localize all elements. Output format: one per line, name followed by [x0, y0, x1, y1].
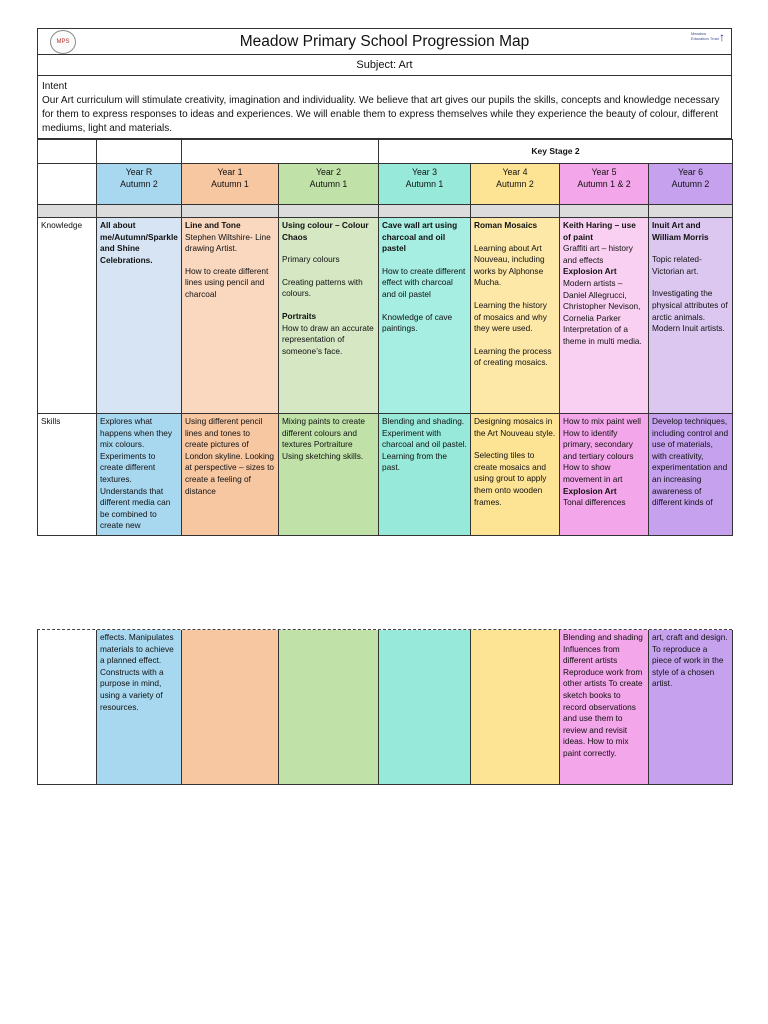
knowledge-text: Stephen Wiltshire- Line drawing Artist.: [185, 231, 271, 254]
skills-continuation-table: [37, 630, 733, 785]
knowledge-title: Cave wall art using charcoal and oil pastel: [382, 220, 458, 254]
skills-continuation-row: [38, 630, 733, 784]
skills-cont-year-1: [182, 630, 279, 784]
knowledge-year-6: [649, 218, 733, 414]
term-label: Autumn 2: [120, 179, 158, 189]
trust-logo: [691, 31, 725, 51]
skills-cont-year-6: [649, 630, 733, 784]
knowledge-subtitle: Portraits: [282, 310, 317, 321]
term-label: Autumn 1 & 2: [577, 179, 631, 189]
knowledge-text: Learning the history of mosaics and why they were used.: [474, 299, 547, 334]
skills-text: effects. Manipulates materials to achieve a planned effect. Constructs with a purpose in mind, using a variety of resources.: [100, 632, 174, 712]
skills-year-6: [649, 414, 733, 536]
year-label: Year 4: [502, 167, 528, 177]
skills-text: Blending and shading. Experiment with charcoal and oil pastel. Learning from the past.: [382, 416, 467, 473]
skills-year-3: [379, 414, 471, 536]
year-header-2: [279, 164, 379, 205]
intent-label: Intent: [42, 81, 68, 92]
term-label: Autumn 2: [496, 179, 534, 189]
year-label: Year R: [125, 167, 153, 177]
knowledge-text: Topic related- Victorian art.: [652, 254, 702, 276]
skills-continuation: [37, 629, 732, 785]
skills-row-label: Skills: [38, 414, 97, 536]
year-header-3: [379, 164, 471, 205]
knowledge-text: Learning the process of creating mosaics.: [474, 345, 552, 368]
knowledge-title: Inuit Art and William Morris: [652, 220, 709, 242]
skills-row: [38, 414, 733, 536]
title-cell: [38, 29, 732, 55]
year-header-6: [649, 164, 733, 205]
skills-year-1: [182, 414, 279, 536]
year-label: Year 6: [677, 167, 704, 177]
page-title: Meadow Primary School Progression Map: [239, 33, 530, 50]
knowledge-year-3: [379, 218, 471, 414]
progression-table: [37, 139, 733, 536]
year-label: Year 2: [315, 167, 342, 177]
intent-section: [38, 76, 732, 139]
knowledge-year-4: [471, 218, 560, 414]
skills-text: Using different pencil lines and tones to create pictures of London skyline. Looking at perspective – sizes to create a feeling of distance: [185, 416, 275, 496]
year-header-4: [471, 164, 560, 205]
knowledge-text: Creating patterns with colours.: [282, 276, 363, 299]
skills-subtitle: Explosion Art: [563, 485, 617, 496]
header-table: [37, 28, 732, 139]
knowledge-text: How to create different effect with charcoal and oil pastel: [382, 265, 466, 299]
year-header-5: [560, 164, 649, 205]
corner-cell: [38, 140, 97, 164]
year-header-1: [182, 164, 279, 205]
knowledge-title: All about me/Autumn/Sparkle and Shine Celebrations.: [100, 220, 178, 265]
skills-text: art, craft and design. To reproduce a piece of work in the style of a chosen artist.: [652, 632, 728, 689]
skills-text: How to mix paint well How to identify primary, secondary and tertiary colours How to show movement in art: [563, 416, 641, 484]
term-label: Autumn 1: [211, 179, 249, 189]
term-label: Autumn 1: [405, 179, 444, 189]
skills-cont-year-5: [560, 630, 649, 784]
skills-text: Blending and shading Influences from different artists Reproduce work from other artists To create sketch books to record observations and use them to review and revisit ideas. How to mix paint correctly.: [563, 632, 643, 758]
skills-cont-year-2: [279, 630, 379, 784]
year-header-blank: [38, 164, 97, 205]
intent-text: Our Art curriculum will stimulate creativity, imagination and individuality. We believe that art gives our pupils the skills, concepts and knowledge necessary for them to express responses to ideas and experiences. We will enable them to express themselves while they experience the beauty of colour, different mediums, light and materials.: [42, 95, 720, 134]
knowledge-text: Modern artists – Daniel Allegrucci, Christopher Nevison, Cornelia Parker: [563, 277, 641, 323]
knowledge-year-1: [182, 218, 279, 414]
skills-text: Mixing paints to create different colours and textures Portraiture Using sketching skills.: [282, 416, 366, 461]
skills-year-5: [560, 414, 649, 536]
skills-text: Selecting tiles to create mosaics and using grout to apply them onto wooden frames.: [474, 450, 547, 507]
progression-map-document: [37, 28, 732, 536]
trust-logo-text: Meadow Education Trust: [691, 31, 719, 41]
knowledge-year-2: [279, 218, 379, 414]
knowledge-title: Line and Tone: [185, 220, 241, 230]
knowledge-text: How to draw an accurate representation of someone’s face.: [282, 322, 374, 356]
knowledge-text: Investigating the physical attributes of arctic animals. Modern Inuit artists.: [652, 288, 728, 334]
skills-year-4: [471, 414, 560, 536]
term-label: Autumn 2: [671, 179, 710, 189]
skills-cont-year-4: [471, 630, 560, 784]
knowledge-title: Using colour – Colour Chaos: [282, 220, 369, 242]
school-logo-text: MPS: [56, 39, 70, 45]
subject-title: Subject: Art: [38, 55, 732, 76]
knowledge-text: How to create different lines using pencil and charcoal: [185, 265, 269, 299]
knowledge-row-label: Knowledge: [38, 218, 97, 414]
ks1-header-cell: [182, 140, 379, 164]
knowledge-text: Learning about Art Nouveau, including works by Alphonse Mucha.: [474, 242, 545, 288]
knowledge-year-5: [560, 218, 649, 414]
key-stage-2-header: Key Stage 2: [379, 140, 733, 164]
skills-text: Explores what happens when they mix colours. Experiments to create different textures. Understands that different media can be combined to create new: [100, 416, 172, 531]
knowledge-year-r: [97, 218, 182, 414]
skills-year-2: [279, 414, 379, 536]
term-label: Autumn 1: [309, 179, 348, 189]
school-logo: [50, 30, 76, 54]
continuation-label-cell: [38, 630, 97, 784]
eyfs-header-cell: [97, 140, 182, 164]
skills-text: Develop techniques, including control and use of materials, with creativity, experimentation and an increasing awareness of different kinds of: [652, 416, 729, 508]
knowledge-title: Roman Mosaics: [474, 220, 538, 230]
trust-logo-swoosh-icon: ↑: [719, 30, 725, 44]
knowledge-text: Primary colours: [282, 254, 340, 265]
year-label: Year 1: [217, 167, 243, 177]
skills-text: Tonal differences: [563, 497, 626, 508]
year-header-r: [97, 164, 182, 205]
skills-cont-year-3: [379, 630, 471, 784]
knowledge-title: Keith Haring – use of paint: [563, 220, 636, 242]
knowledge-row: [38, 218, 733, 414]
skills-text: Designing mosaics in the Art Nouveau style.: [474, 416, 556, 438]
knowledge-subtitle: Explosion Art: [563, 266, 617, 277]
knowledge-text: Graffiti art – history and effects: [563, 243, 633, 265]
knowledge-text: Interpretation of a theme in multi media.: [563, 324, 642, 346]
knowledge-text: Knowledge of cave paintings.: [382, 311, 453, 334]
skills-cont-year-r: [97, 630, 182, 784]
year-label: Year 5: [591, 167, 617, 177]
year-label: Year 3: [411, 167, 438, 177]
spacer-row: [38, 205, 733, 218]
skills-year-r: [97, 414, 182, 536]
